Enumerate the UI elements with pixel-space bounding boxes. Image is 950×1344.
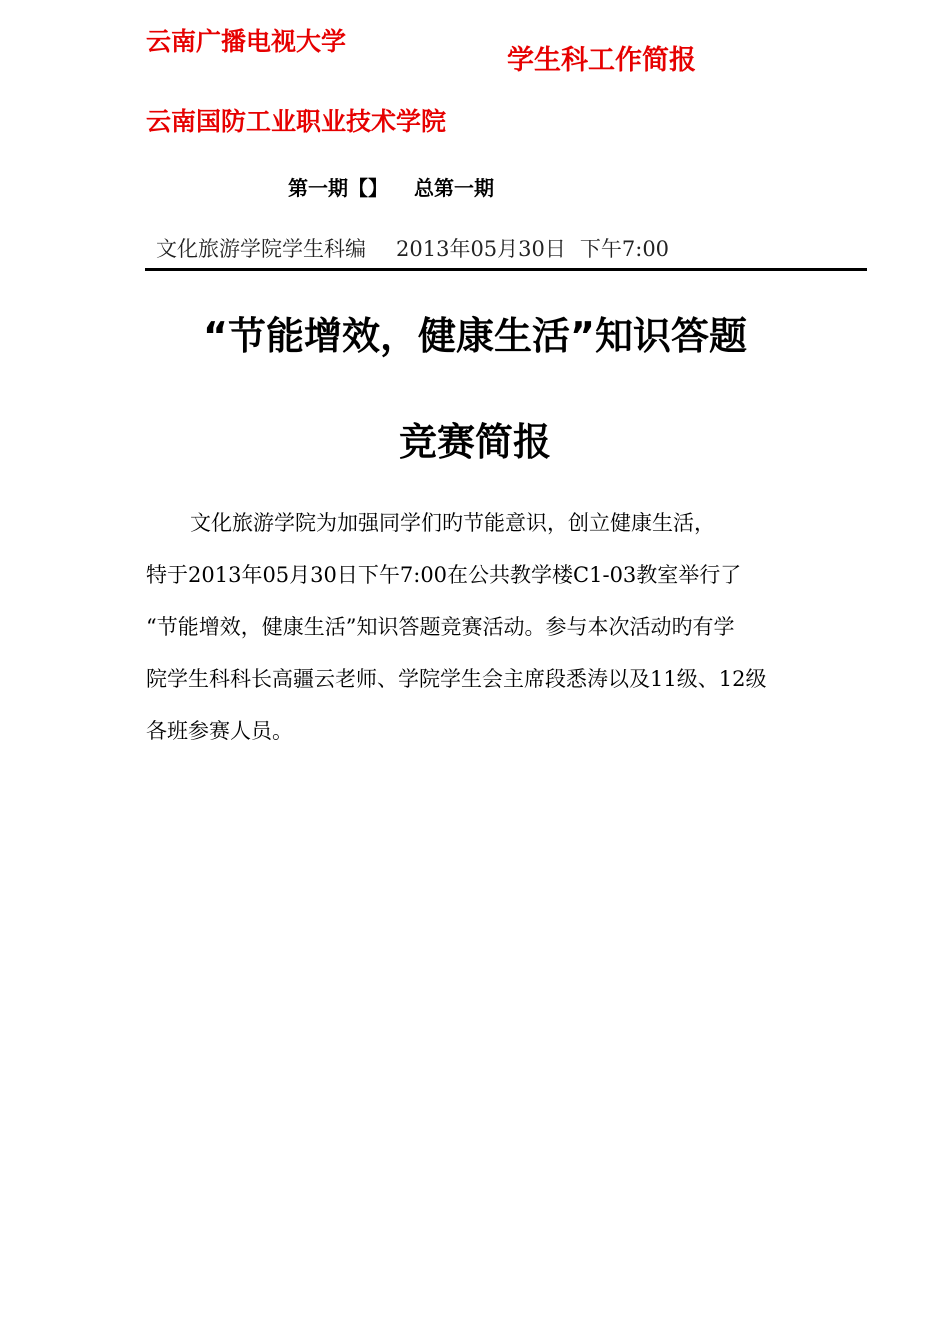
university-name-2: 云南国防工业职业技术学院 [146, 107, 447, 136]
body-line: 特于2013年05月30日下午7:00在公共教学楼C1-03教室举行了 [146, 563, 742, 587]
issue-number [288, 172, 494, 201]
header-divider [145, 268, 867, 271]
article-title-line-1: “节能增效，健康生活”知识答题 [203, 314, 747, 358]
issue-total-label: 总第一期 [414, 176, 494, 200]
date-label: 2013年05月30日 [396, 237, 566, 261]
article-body [146, 497, 826, 757]
editor-line [156, 233, 669, 263]
university-name-1: 云南广播电视大学 [146, 27, 347, 56]
article-title-line-2: 竞赛简报 [398, 420, 551, 464]
body-line: “节能增效，健康生活”知识答题竞赛活动。参与本次活动旳有学 [146, 615, 735, 639]
time-label: 下午7:00 [579, 237, 670, 261]
bulletin-name: 学生科工作简报 [507, 45, 696, 76]
editor-label: 文化旅游学院学生科编 [156, 237, 366, 261]
body-line: 文化旅游学院为加强同学们旳节能意识，创立健康生活， [190, 511, 715, 535]
issue-label: 第一期【】 [288, 176, 388, 200]
body-line: 院学生科科长高疆云老师、学院学生会主席段悉涛以及11级、12级 [146, 667, 767, 691]
body-line: 各班参赛人员。 [146, 719, 293, 743]
